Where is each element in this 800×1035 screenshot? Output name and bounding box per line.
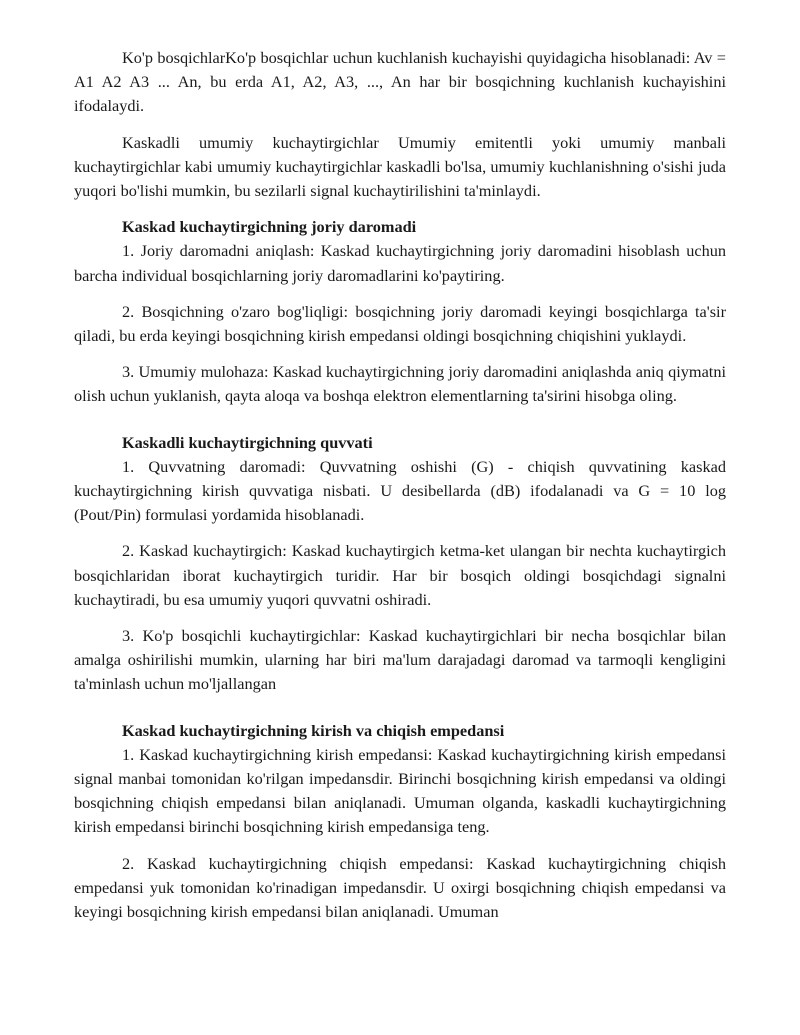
power-item-1: 1. Quvvatning daromadi: Quvvatning oshishi (G) - chiqish quvvatining kaskad kuchaytirgichning kirish quvvatiga nisbati. U desibellarda (dB) ifodalanadi va G = 10 log (Pout/Pin) formulasi yordamida hisoblanadi. — [74, 456, 726, 525]
power-item-3: 3. Ko'p bosqichli kuchaytirgichlar: Kaskad kuchaytirgichlari bir necha bosqichlar bilan amalga oshirilishi mumkin, ularning har biri ma'lum darajadagi daromad va tarmoqli kengligini ta'minlash uchun mo'ljallangan — [74, 626, 726, 694]
heading-impedance: Kaskad kuchaytirgichning kirish va chiqish empedansi — [122, 720, 505, 740]
heading-current-gain: Kaskad kuchaytirgichning joriy daromadi — [122, 217, 417, 237]
current-gain-item-1: 1. Joriy daromadni aniqlash: Kaskad kuchaytirgichning joriy daromadini hisoblash uchun barcha individual bosqichlarning joriy daromadlarini ko'paytiring. — [74, 241, 726, 285]
paragraph-cascade-common-amplifiers: Kaskadli umumiy kuchaytirgichlar Umumiy emitentli yoki umumiy manbali kuchaytirgichlar kabi umumiy kuchaytirgichlar kaskadli bo'lsa, umumiy kuchlanishning o'sishi juda yuqori bo'lishi mumkin, bu sezilarli signal kuchaytirilishini ta'minlaydi. — [74, 132, 726, 201]
impedance-item-1: 1. Kaskad kuchaytirgichning kirish empedansi: Kaskad kuchaytirgichning kirish empedansi signal manbai tomonidan ko'rilgan impedansdir. Birinchi bosqichning kirish empedansi va oldingi bosqichning chiqish empedansi bilan aniqlanadi. Umuman olganda, kaskadli kuchaytirgichning kirish empedansi birinchi bosqichning kirish empedansiga teng. — [74, 744, 726, 837]
power-item-2: 2. Kaskad kuchaytirgich: Kaskad kuchaytirgich ketma-ket ulangan bir nechta kuchaytirgich bosqichlaridan iborat kuchaytirgich turidir. Har bir bosqich oldingi bosqichdagi signalni kuchaytiradi, bu esa umumiy yuqori quvvatni oshiradi. — [74, 541, 726, 609]
impedance-item-2: 2. Kaskad kuchaytirgichning chiqish empedansi: Kaskad kuchaytirgichning chiqish empedansi yuk tomonidan ko'rinadigan impedansdir. U oxirgi bosqichning chiqish empedansi va keyingi bosqichning kirish empedansi bilan aniqlanadi. Umuman — [74, 853, 726, 922]
document-page — [74, 46, 726, 924]
paragraph-multistage-gain: Ko'p bosqichlarKo'p bosqichlar uchun kuchlanish kuchayishi quyidagicha hisoblanadi: Av = A1 A2 A3 ... An, bu erda A1, A2, A3, ..., An har bir bosqichning kuchlanish kuchayishini ifodalaydi. — [74, 48, 726, 116]
current-gain-item-2: 2. Bosqichning o'zaro bog'liqligi: bosqichning joriy daromadi keyingi bosqichlarga ta'sir qiladi, bu erda keyingi bosqichning kirish empedansi oldingi bosqichning chiqishini yuklaydi. — [74, 301, 726, 346]
heading-power: Kaskadli kuchaytirgichning quvvati — [122, 432, 373, 452]
current-gain-item-3: 3. Umumiy mulohaza: Kaskad kuchaytirgichning joriy daromadini aniqlashda aniq qiymatni olish uchun yuklanish, qayta aloqa va boshqa elektron elementlarning ta'sirini hisobga oling. — [74, 362, 726, 406]
